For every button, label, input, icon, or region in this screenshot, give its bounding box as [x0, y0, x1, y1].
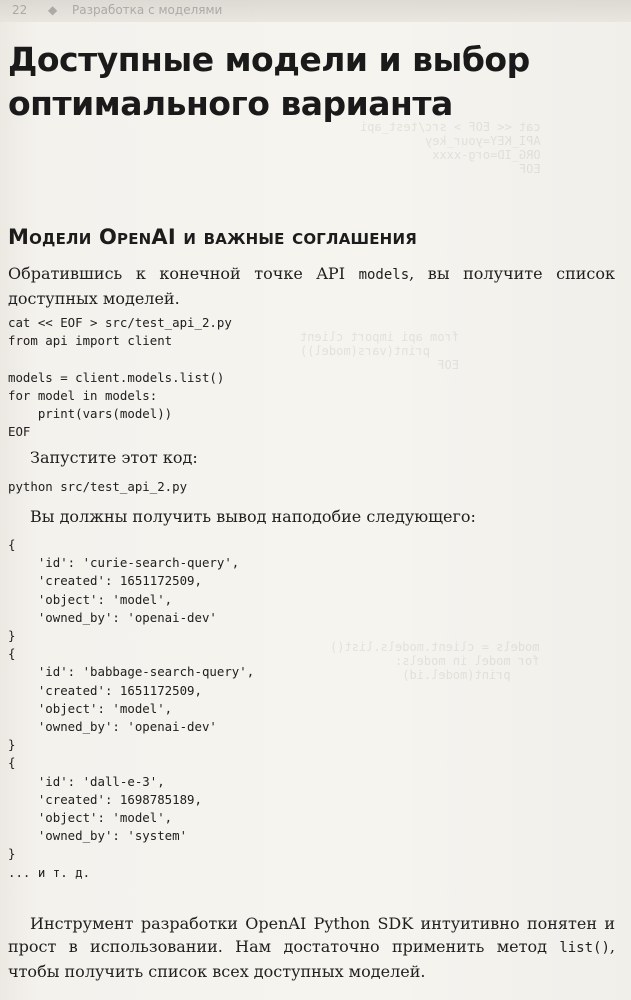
show-through-text: cat << EOF > src/test_api API_KEY=your_key ORG_ID=org-xxxx EOF — [360, 120, 541, 176]
intro-text-1: Обратившись к конечной точке API — [8, 264, 359, 283]
inline-code-models: models — [358, 267, 410, 283]
sample-output: { 'id': 'curie-search-query', 'created': 1651172509, 'object': 'model', 'owned_by': 'openai-dev' } { 'id': 'babbage-search-query', 'created': 1651172509, 'object': 'model', 'owned_by': 'openai-dev' } { 'id': 'dall-e-3', 'created': 1698785189, 'object': 'model', 'owned_by': 'system' } ... и т. д. — [8, 537, 255, 880]
show-through-text-2: from api import client print(vars(model)) EOF — [300, 330, 459, 372]
intro-text-2: , вы получите список доступных моделей. — [8, 264, 616, 308]
running-title: Разработка с моделями — [72, 3, 223, 17]
output-intro: Вы должны получить вывод наподобие следующего: — [30, 507, 476, 526]
closing-text-1: Инструмент разработки OpenAI Python SDK интуитивно понятен и прост в использовании. Нам достаточно применить метод — [8, 914, 615, 956]
run-instruction: Запустите этот код: — [30, 448, 198, 467]
section-title: Доступные модели и выбор оптимального варианта — [8, 40, 530, 123]
inline-code-list: list() — [559, 940, 610, 956]
subsection-title: Модели OpenAI и важные соглашения — [8, 225, 417, 249]
code-listing: cat << EOF > src/test_api_2.py from api import client models = client.models.list() for model in models: print(vars(model)) EOF — [8, 315, 232, 440]
show-through-text-3: models = client.models.list() for model in models: print(model.id) — [330, 640, 540, 682]
closing-paragraph — [8, 912, 615, 983]
closing-text-2: , чтобы получить список всех доступных моделей. — [8, 937, 615, 981]
run-command: python src/test_api_2.py — [8, 479, 188, 494]
diamond-icon: ◆ — [48, 3, 58, 17]
page-number: 22 — [12, 3, 28, 17]
running-head — [0, 0, 631, 22]
intro-paragraph — [8, 262, 615, 310]
